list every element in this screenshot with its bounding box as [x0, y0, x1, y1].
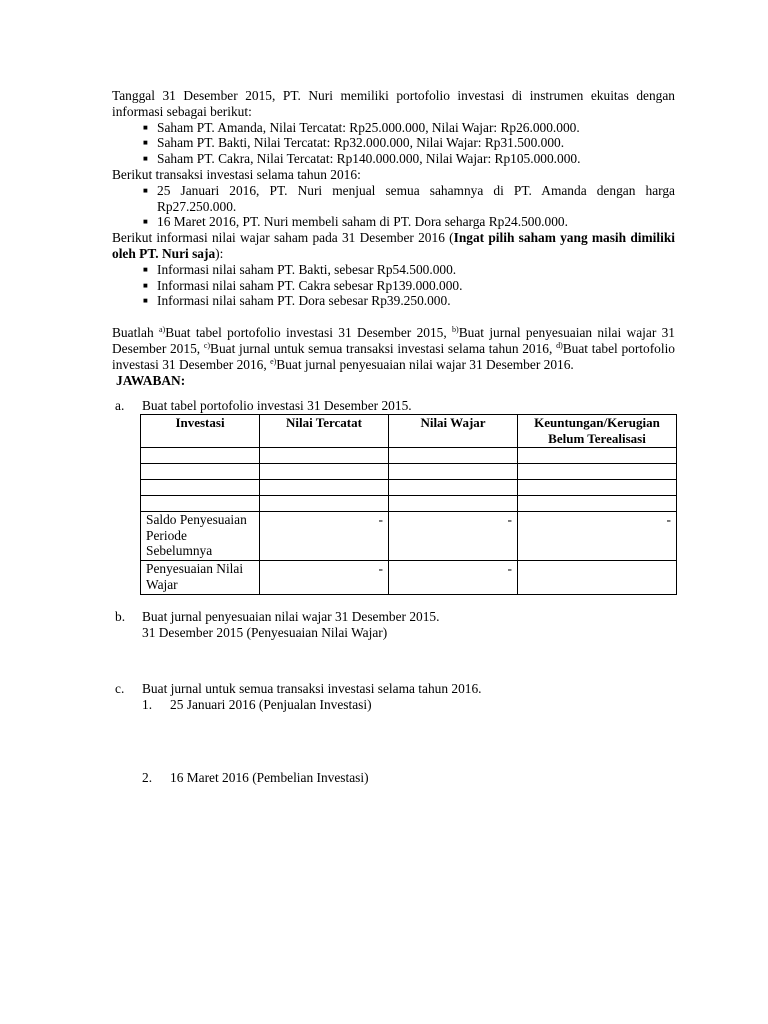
section-c: c. Buat jurnal untuk semua transaksi investasi selama tahun 2016. 1. 25 Januari 2016 (Penjualan Investasi) 2. 16 Maret 2016 (Pembelian Investasi) — [112, 681, 675, 785]
table-row — [141, 511, 677, 560]
table-cell: - — [389, 561, 518, 595]
table-cell: - — [260, 561, 389, 595]
list-item: ■ Saham PT. Bakti, Nilai Tercatat: Rp32.000.000, Nilai Wajar: Rp31.500.000. — [143, 135, 565, 151]
table-row — [141, 495, 677, 511]
col-header: Investasi — [141, 415, 260, 448]
answer-heading: JAWABAN: — [116, 372, 186, 388]
table-row — [141, 447, 677, 463]
table-row — [141, 479, 677, 495]
section-a-title: Buat tabel portofolio investasi 31 Desember 2015. — [142, 398, 412, 414]
table-header-row — [141, 415, 677, 448]
list-item: 2. 16 Maret 2016 (Pembelian Investasi) — [142, 769, 369, 785]
list-item: ■ 16 Maret 2016, PT. Nuri membeli saham di PT. Dora seharga Rp24.500.000. — [143, 214, 568, 230]
table-row — [141, 463, 677, 479]
list-item: 1. 25 Januari 2016 (Penjualan Investasi) — [142, 697, 372, 713]
table-row — [141, 561, 677, 595]
saldo-label: Saldo Penyesuaian Periode Sebelumnya — [141, 511, 260, 560]
section-b-title: Buat jurnal penyesuaian nilai wajar 31 Desember 2015. — [142, 608, 440, 624]
square-bullet-icon: ■ — [143, 122, 148, 132]
list-item: ■ 25 Januari 2016, PT. Nuri menjual semua sahamnya di PT. Amanda dengan harga Rp27.250.000. — [143, 182, 675, 214]
section-a: a. Buat tabel portofolio investasi 31 Desember 2015. — [115, 398, 412, 414]
transactions-heading: Berikut transaksi investasi selama tahun 2016: — [112, 166, 361, 182]
square-bullet-icon: ■ — [143, 296, 148, 306]
adjustment-label: Penyesuaian Nilai Wajar — [141, 561, 260, 595]
square-bullet-icon: ■ — [143, 185, 148, 195]
col-header: Nilai Tercatat — [260, 415, 389, 448]
list-item: ■ Informasi nilai saham PT. Bakti, sebesar Rp54.500.000. — [143, 261, 457, 277]
square-bullet-icon: ■ — [143, 154, 148, 164]
document-page — [112, 88, 675, 786]
fair-value-heading: Berikut informasi nilai wajar saham pada 31 Desember 2016 (Ingat pilih saham yang masih dimiliki oleh PT. Nuri saja): — [112, 230, 675, 261]
table-cell: - — [260, 511, 389, 560]
col-header: Keuntungan/Kerugian Belum Terealisasi — [518, 415, 677, 448]
square-bullet-icon: ■ — [143, 264, 148, 274]
section-b-subtitle: 31 Desember 2015 (Penyesuaian Nilai Wajar) — [142, 624, 388, 640]
square-bullet-icon: ■ — [143, 217, 148, 227]
fair-value-list — [112, 262, 675, 309]
table-cell — [518, 561, 677, 595]
transactions-list — [112, 183, 675, 230]
list-item: ■ Informasi nilai saham PT. Dora sebesar Rp39.250.000. — [143, 293, 451, 309]
portfolio-list — [112, 120, 675, 167]
list-item: ■ Informasi nilai saham PT. Cakra sebesar Rp139.000.000. — [143, 277, 463, 293]
table-cell: - — [518, 511, 677, 560]
square-bullet-icon: ■ — [143, 280, 148, 290]
list-item: ■ Saham PT. Amanda, Nilai Tercatat: Rp25.000.000, Nilai Wajar: Rp26.000.000. — [143, 119, 580, 135]
table-cell: - — [389, 511, 518, 560]
list-item: ■ Saham PT. Cakra, Nilai Tercatat: Rp140.000.000, Nilai Wajar: Rp105.000.000. — [143, 151, 581, 167]
section-c-title: Buat jurnal untuk semua transaksi investasi selama tahun 2016. — [142, 681, 482, 697]
intro-paragraph: Tanggal 31 Desember 2015, PT. Nuri memiliki portofolio investasi di instrumen ekuitas dengan informasi sebagai berikut: — [112, 88, 675, 119]
section-b: b. Buat jurnal penyesuaian nilai wajar 31 Desember 2015. 31 Desember 2015 (Penyesuaian Nilai Wajar) — [112, 609, 675, 641]
square-bullet-icon: ■ — [143, 138, 148, 148]
task-paragraph: Buatlah $^{a)}$Buat tabel portofolio investasi 31 Desember 2015, $^{b)}$Buat jurnal penyesuaian nilai wajar 31 Desember 2015, $^{c)}$Buat jurnal untuk semua transaksi investasi selama tahun 2016, $^{d)}$Buat tabel portofolio investasi 31 Desember 2016, $^{e)}$Buat jurnal penyesuaian nilai wajar 31 Desember 2016. — [112, 325, 676, 372]
portfolio-table — [140, 414, 677, 595]
col-header: Nilai Wajar — [389, 415, 518, 448]
